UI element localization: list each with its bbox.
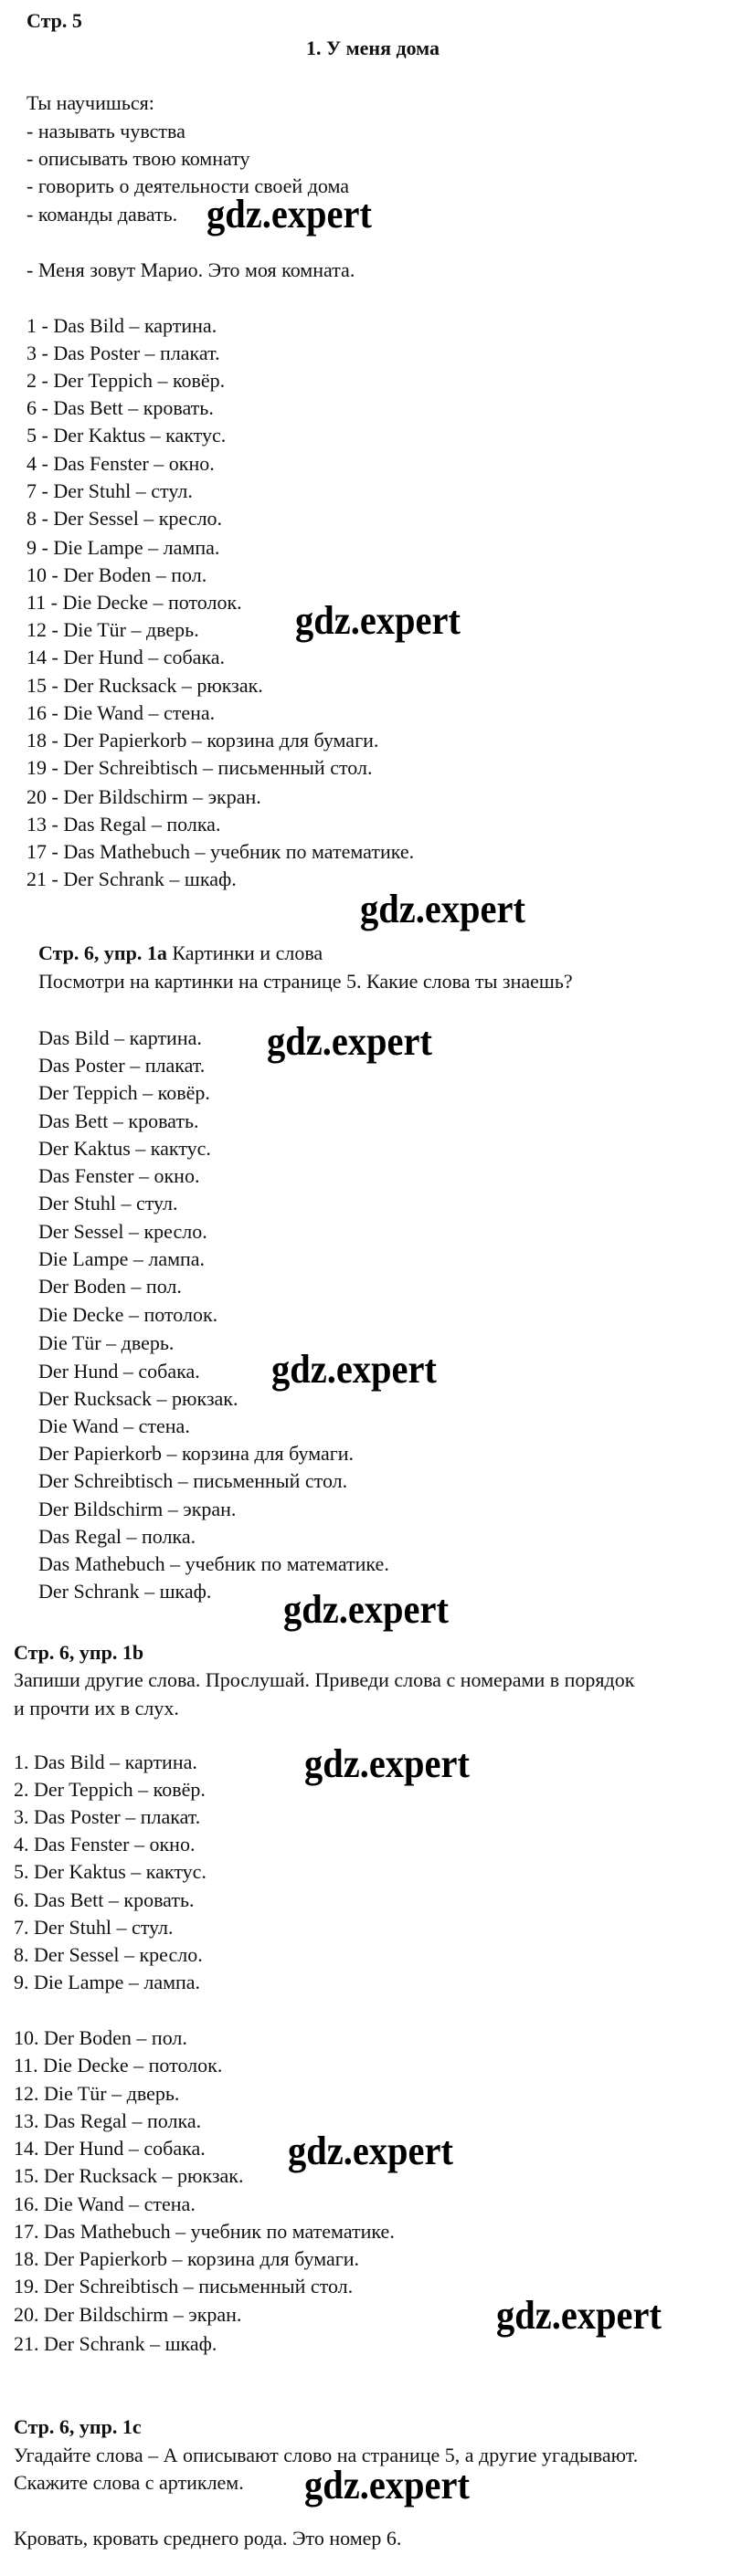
page-label: Стр. 5 [26,9,82,32]
word-item: 8 - Der Sessel – кресло. [26,507,223,530]
goal-item: - называть чувства [26,120,185,142]
word-item: Der Hund – собака. [38,1360,200,1383]
word-item: 10. Der Boden – пол. [14,2026,187,2049]
word-item: Die Decke – потолок. [38,1303,218,1326]
word-item: Die Wand – стена. [38,1414,190,1437]
word-item: Die Tür – дверь. [38,1331,175,1354]
word-item: Das Mathebuch – учебник по математике. [38,1552,389,1575]
intro-text: Ты научишься: [26,91,154,114]
goal-item: - команды давать. [26,203,178,226]
watermark: gdz.expert [271,1347,437,1392]
page-title: 1. У меня дома [306,37,440,59]
exercise-1c-task: Угадайте слова – А описывают слово на странице 5, а другие угадывают. [14,2444,639,2466]
word-item: 7. Der Stuhl – стул. [14,1916,174,1939]
word-item: Der Sessel – кресло. [38,1220,207,1243]
word-item: 3. Das Poster – плакат. [14,1805,201,1828]
word-item: 6. Das Bett – кровать. [14,1888,195,1911]
word-item: 14 - Der Hund – собака. [26,646,226,668]
word-item: 9. Die Lampe – лампа. [14,1971,201,1993]
word-item: 19 - Der Schreibtisch – письменный стол. [26,756,373,779]
word-item: 15. Der Rucksack – рюкзак. [14,2164,244,2187]
word-item: 15 - Der Rucksack – рюкзак. [26,674,263,697]
watermark: gdz.expert [360,887,525,931]
word-item: 21. Der Schrank – шкаф. [14,2332,217,2355]
word-item: 9 - Die Lampe – лампа. [26,536,220,559]
word-item: 3 - Das Poster – плакат. [26,342,220,364]
word-item: Das Fenster – окно. [38,1164,200,1187]
word-item: 18. Der Papierkorb – корзина для бумаги. [14,2247,360,2270]
exercise-1a-label: Стр. 6, упр. 1a [38,941,167,964]
watermark: gdz.expert [283,1587,449,1632]
word-item: 12. Die Tür – дверь. [14,2082,180,2105]
exercise-1c-answer: Кровать, кровать среднего рода. Это номер 6. [14,2527,402,2550]
word-item: Das Regal – полка. [38,1525,196,1548]
exercise-1b-task-cont: и прочти их в слух. [14,1697,179,1719]
exercise-1c-task-cont: Скажите слова с артиклем. [14,2471,244,2494]
word-item: 11. Die Decke – потолок. [14,2054,223,2077]
word-item: Der Papierkorb – корзина для бумаги. [38,1442,355,1465]
word-item: Der Rucksack – рюкзак. [38,1387,238,1410]
word-item: 20. Der Bildschirm – экран. [14,2303,242,2326]
word-item: 21 - Der Schrank – шкаф. [26,867,237,890]
word-item: 17 - Das Mathebuch – учебник по математике. [26,840,415,863]
word-item: Der Kaktus – кактус. [38,1137,211,1160]
word-item: 4. Das Fenster – окно. [14,1833,196,1856]
goal-item: - говорить о деятельности своей дома [26,174,350,197]
exercise-1a-title: Картинки и слова [166,941,323,964]
exercise-1b-task: Запиши другие слова. Прослушай. Приведи слова с номерами в порядок [14,1668,635,1691]
word-item: 11 - Die Decke – потолок. [26,591,242,614]
word-item: 2 - Der Teppich – ковёр. [26,369,226,392]
word-item: 17. Das Mathebuch – учебник по математике. [14,2220,395,2243]
word-item: Der Teppich – ковёр. [38,1081,210,1104]
watermark: gdz.expert [267,1019,432,1064]
word-item: Der Stuhl – стул. [38,1192,178,1214]
word-item: 10 - Der Boden – пол. [26,563,207,586]
watermark: gdz.expert [496,2293,662,2338]
word-item: 13. Das Regal – полка. [14,2109,202,2132]
word-item: 8. Der Sessel – кресло. [14,1943,203,1966]
word-item: 4 - Das Fenster – окно. [26,452,215,475]
word-item: Die Lampe – лампа. [38,1247,206,1270]
word-item: 5. Der Kaktus – кактус. [14,1860,207,1883]
word-item: 6 - Das Bett – кровать. [26,396,214,419]
watermark: gdz.expert [304,1741,470,1786]
goal-item: - описывать твою комнату [26,147,250,170]
word-item: 12 - Die Tür – дверь. [26,618,199,641]
exercise-1a-header [38,941,323,965]
word-item: Das Bett – кровать. [38,1109,199,1132]
word-item: Der Bildschirm – экран. [38,1498,237,1520]
exercise-1a-task: Посмотри на картинки на странице 5. Какие слова ты знаешь? [38,970,573,993]
word-item: Das Bild – картина. [38,1026,202,1049]
watermark: gdz.expert [207,192,372,237]
word-item: 5 - Der Kaktus – кактус. [26,424,227,447]
exercise-1b-label: Стр. 6, упр. 1b [14,1641,144,1664]
watermark: gdz.expert [295,598,461,643]
word-item: 7 - Der Stuhl – стул. [26,479,193,502]
word-item: 2. Der Teppich – ковёр. [14,1778,206,1801]
mario-line: - Меня зовут Марио. Это моя комната. [26,258,355,281]
word-item: 1. Das Bild – картина. [14,1751,197,1773]
word-item: Der Schreibtisch – письменный стол. [38,1469,348,1492]
word-item: Der Schrank – шкаф. [38,1580,212,1603]
exercise-1c-label: Стр. 6, упр. 1c [14,2415,142,2438]
word-item: 20 - Der Bildschirm – экран. [26,785,261,808]
word-item: 16 - Die Wand – стена. [26,701,216,724]
word-item: 16. Die Wand – стена. [14,2192,196,2215]
word-item: 14. Der Hund – собака. [14,2137,206,2160]
word-item: 18 - Der Papierkorb – корзина для бумаги. [26,729,379,752]
word-item: 19. Der Schreibtisch – письменный стол. [14,2275,354,2297]
word-item: 1 - Das Bild – картина. [26,314,217,337]
watermark: gdz.expert [288,2129,453,2173]
word-item: Der Boden – пол. [38,1275,182,1298]
watermark: gdz.expert [304,2463,470,2508]
word-item: Das Poster – плакат. [38,1054,206,1077]
word-item: 13 - Das Regal – полка. [26,813,221,836]
